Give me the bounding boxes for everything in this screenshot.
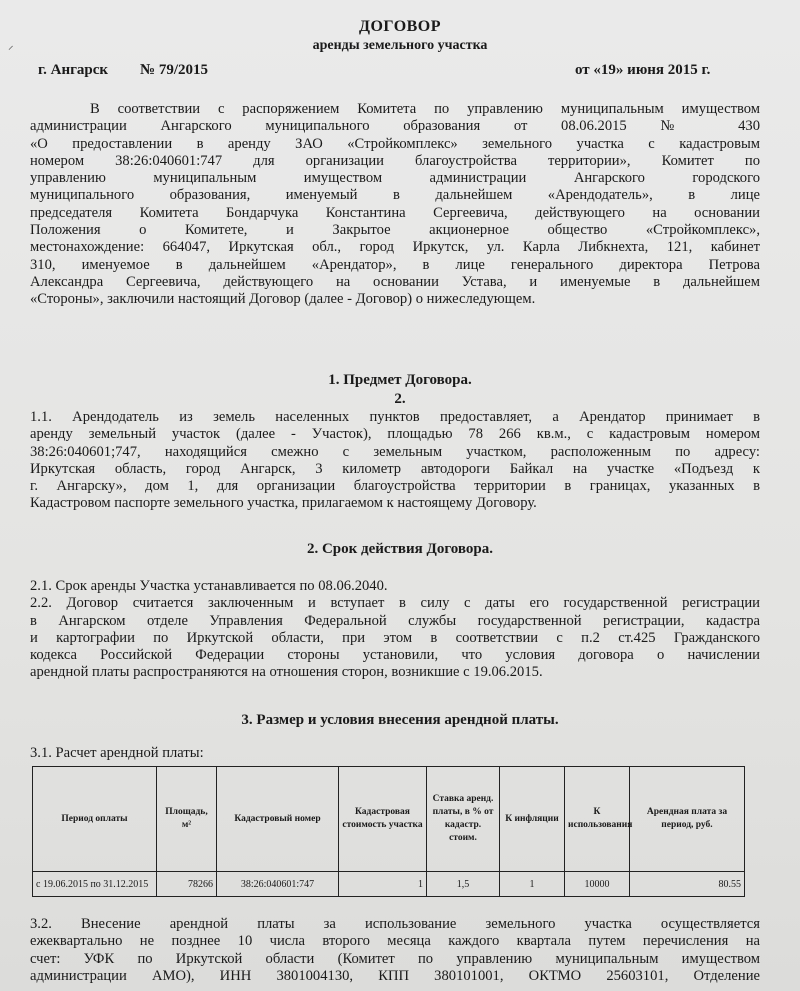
- paragraph-line: 3.2. Внесение арендной платы за использование земельного участка осуществляется: [30, 916, 760, 932]
- column-header: Кадастровый номер: [217, 767, 339, 872]
- paragraph-line: 1.1. Арендодатель из земель населенных пунктов предоставляет, а Арендатор принимает в: [30, 409, 760, 425]
- table-row: [33, 872, 745, 897]
- document-title: ДОГОВОР: [358, 18, 442, 35]
- paragraph-line: 3.1. Расчет арендной платы:: [30, 745, 204, 761]
- paragraph-line: местонахождение: 664047, Иркутская обл., город Иркутск, ул. Карла Либкнехта, 121, кабинет: [30, 239, 760, 256]
- document-number: № 79/2015: [140, 62, 208, 78]
- paragraph-line: муниципального образования, именуемый в дальнейшем «Арендодатель», в лице: [30, 187, 760, 204]
- table-cell-period: с 19.06.2015 по 31.12.2015: [33, 872, 157, 897]
- column-header: К использования: [565, 767, 630, 872]
- paragraph-line: председателя Комитета Бондарчука Константина Сергеевича, действующего на основании: [30, 204, 760, 221]
- paragraph-line: кодекса Российской Федерации стороны установили, что условия договора о начислении: [30, 647, 760, 664]
- paragraph-line: аренду земельный участок (далее - Участок), площадью 78 266 кв.м., с кадастровым номером: [30, 426, 760, 443]
- section-1-number: 2.: [394, 391, 406, 407]
- paragraph-line: 310, именуемое в дальнейшем «Арендатор», в лице генерального директора Петрова: [30, 256, 760, 273]
- section-3-1-paragraph: [30, 745, 760, 762]
- paragraph-line: «О предоставлении в аренду ЗАО «Стройкомплекс» земельного участка с кадастровым: [30, 135, 760, 152]
- column-header: Площадь, м²: [157, 767, 217, 872]
- intro-paragraph: [30, 101, 760, 309]
- paragraph-line: управлению муниципальным имуществом администрации Ангарского городского: [30, 170, 760, 187]
- table-header-row: [33, 767, 745, 872]
- paragraph-line: 2.1. Срок аренды Участка устанавливается по 08.06.2040.: [30, 578, 388, 594]
- table-cell-area: 78266: [157, 872, 217, 897]
- rent-calculation-table: [32, 766, 745, 897]
- column-header: Период оплаты: [33, 767, 157, 872]
- paragraph-line: Положения о Комитете, и Закрытое акционерное общество «Стройкомплекс»,: [30, 222, 760, 239]
- table-cell-rate: 1,5: [427, 872, 500, 897]
- table-cell-value: 1: [339, 872, 427, 897]
- column-header: К инфляции: [500, 767, 565, 872]
- section-3-title: 3. Размер и условия внесения арендной платы.: [241, 712, 559, 728]
- paragraph-line: 38:26:040601;747, находящийся смежно с земельным участком, расположенным по адресу:: [30, 443, 760, 460]
- section-2-title: 2. Срок действия Договора.: [306, 541, 494, 557]
- document-city: г. Ангарск: [38, 62, 109, 78]
- section-1-title: 1. Предмет Договора.: [328, 372, 472, 388]
- paragraph-line: 2.2. Договор считается заключенным и вступает в силу с даты его государственной регистрации: [30, 595, 760, 612]
- table-cell-k-inflation: 1: [500, 872, 565, 897]
- paragraph-line: счет: УФК по Иркутской области (Комитет по управлению муниципальным имуществом: [30, 950, 760, 967]
- paragraph-line: в Ангарском отделе Управления Федеральной службы государственной регистрации, кадастра: [30, 612, 760, 629]
- column-header: Арендная плата за период, руб.: [630, 767, 745, 872]
- paragraph-line: г. Ангарску», дом 1, для организации благоустройства территории в границах, указанных в: [30, 478, 760, 495]
- section-3-2-paragraph: [30, 916, 760, 985]
- paragraph-line: Кадастровом паспорте земельного участка, прилагаемом к настоящему Договору.: [30, 495, 537, 512]
- paragraph-line: «Стороны», заключили настоящий Договор (далее - Договор) о нижеследующем.: [30, 291, 536, 308]
- paragraph-line: администрации Ангарского муниципального образования от 08.06.2015 № 430: [30, 118, 760, 135]
- section-2-paragraph: [30, 578, 760, 682]
- document-date: от «19» июня 2015 г.: [575, 62, 711, 78]
- table-cell-cadastral: 38:26:040601:747: [217, 872, 339, 897]
- pen-mark-icon: ⸝: [8, 40, 14, 52]
- paragraph-line: ежеквартально не позднее 10 числа второго месяца каждого квартала путем перечисления на: [30, 933, 760, 950]
- paragraph-line: Иркутская область, город Ангарск, 3 километр автодороги Байкал на участке «Подъезд к: [30, 460, 760, 477]
- section-1-paragraph: [30, 409, 760, 513]
- paragraph-line: арендной платы распространяются на отношения сторон, возникшие с 19.06.2015.: [30, 664, 543, 681]
- paragraph-line: номером 38:26:040601:747 для организации благоустройства территории», Комитет по: [30, 152, 760, 169]
- table-cell-k-use: 10000: [565, 872, 630, 897]
- document-subtitle: аренды земельного участка: [312, 38, 488, 53]
- column-header: Кадастровая стоимость участка: [339, 767, 427, 872]
- paragraph-line: В соответствии с распоряжением Комитета по управлению муниципальным имуществом: [90, 101, 760, 117]
- column-header: Ставка аренд. платы, в % от кадастр. стоим.: [427, 767, 500, 872]
- table-cell-rent: 80.55: [630, 872, 745, 897]
- paragraph-line: Александра Сергеевича, действующего на основании Устава, и именуемые в дальнейшем: [30, 273, 760, 290]
- paragraph-line: администрации АМО), ИНН 3801004130, КПП 380101001, ОКТМО 25603101, Отделение: [30, 967, 760, 984]
- paragraph-line: и картографии по Иркутской области, при этом в соответствии с п.2 ст.425 Гражданского: [30, 629, 760, 646]
